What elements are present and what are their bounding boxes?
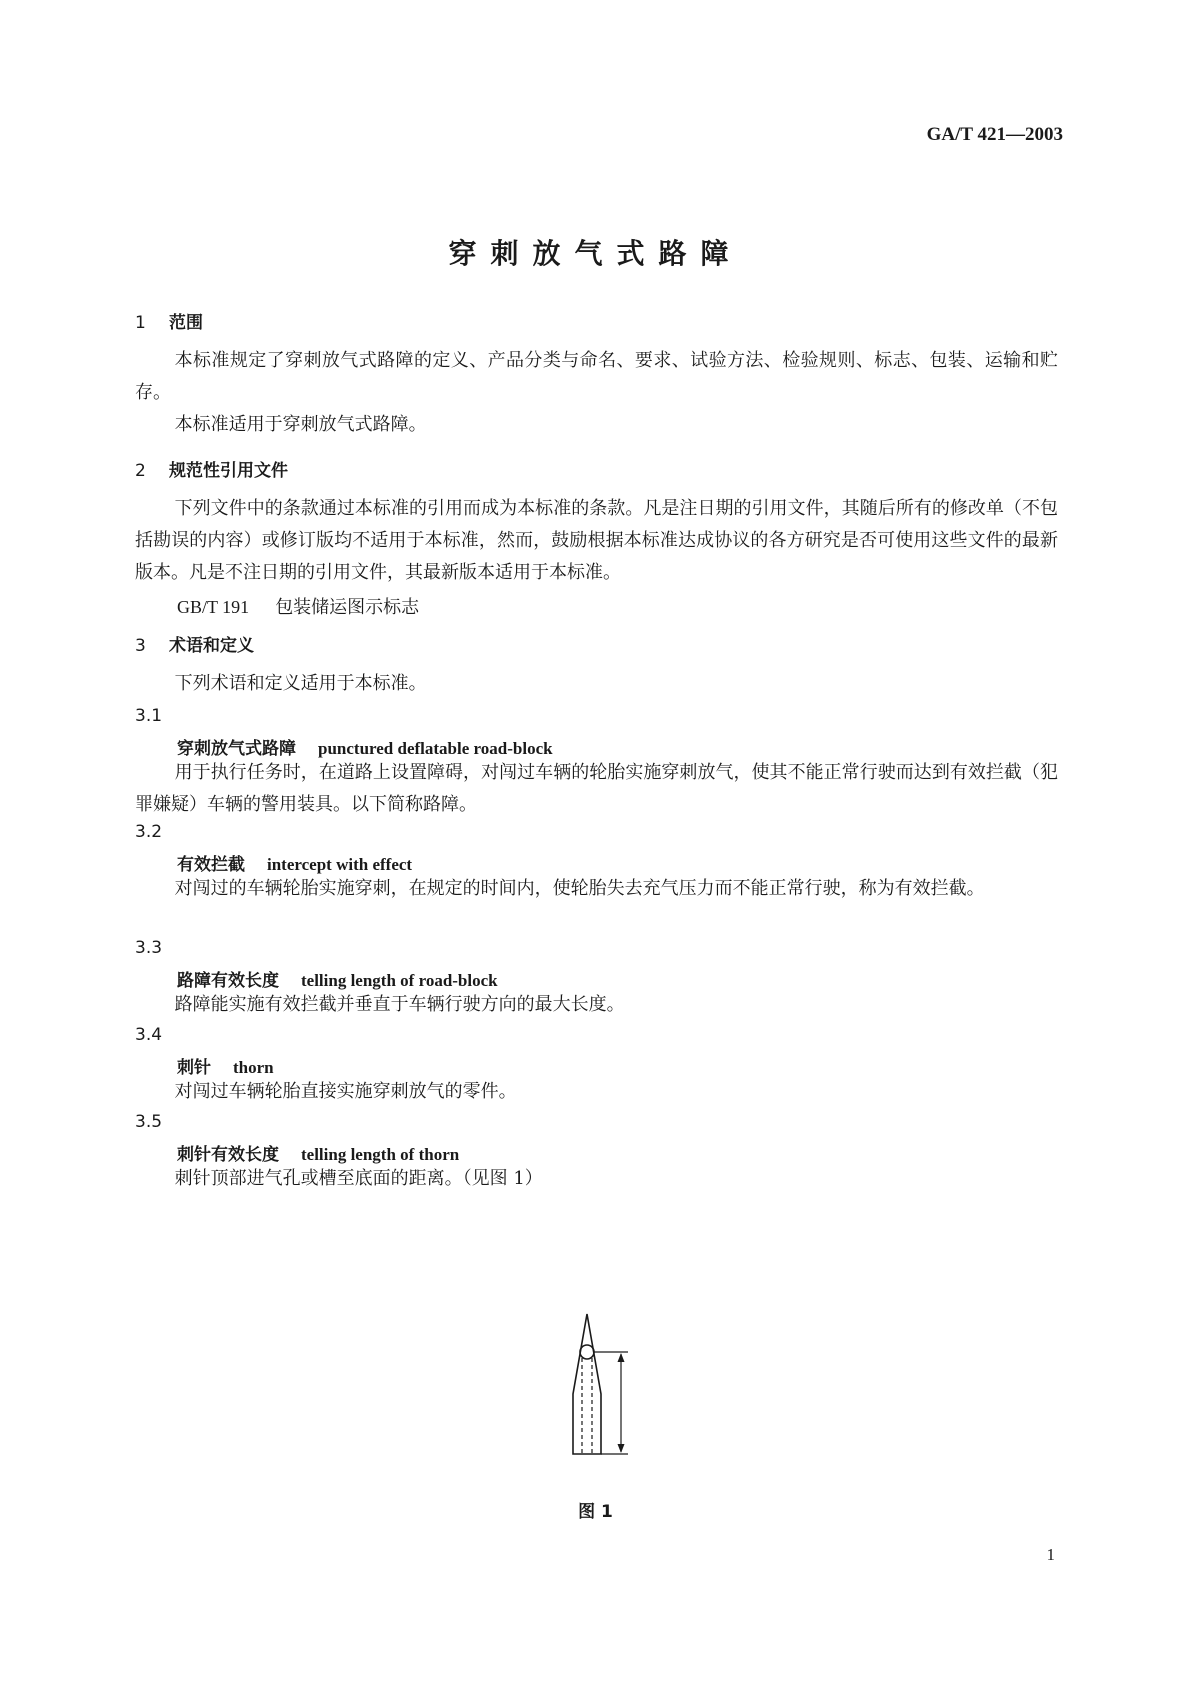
- document-title: 穿刺放气式路障: [448, 237, 743, 270]
- clause-number: 3.2: [135, 822, 163, 842]
- section-1-paragraph-1: 本标准规定了穿刺放气式路障的定义、产品分类与命名、要求、试验方法、检验规则、标志、包装、运输和贮存。: [135, 350, 1058, 403]
- term-zh: 刺针有效长度: [177, 1145, 279, 1165]
- air-inlet-hole: [580, 1345, 594, 1359]
- section-1-paragraph-2: 本标准适用于穿刺放气式路障。: [174, 414, 427, 435]
- term-zh: 路障有效长度: [177, 971, 279, 991]
- section-3-heading: [135, 631, 254, 656]
- term-en: intercept with effect: [267, 855, 413, 874]
- term-en: telling length of thorn: [301, 1145, 460, 1164]
- term-zh: 刺针: [177, 1058, 211, 1078]
- section-2-heading: [135, 456, 288, 481]
- clause-number: 3.3: [135, 938, 163, 958]
- term-definition: 对闯过车辆轮胎直接实施穿刺放气的零件。: [174, 1081, 517, 1102]
- term-definition: 路障能实施有效拦截并垂直于车辆行驶方向的最大长度。: [174, 994, 625, 1015]
- clause-number: 3.4: [135, 1025, 163, 1045]
- section-3-intro: 下列术语和定义适用于本标准。: [174, 673, 427, 694]
- reference-title: 包装储运图示标志: [275, 597, 420, 618]
- section-1-heading: [135, 308, 203, 333]
- term-title: [177, 966, 498, 991]
- section-2-paragraph-1: 下列文件中的条款通过本标准的引用而成为本标准的条款。凡是注日期的引用文件，其随后所有的修改单（不包括勘误的内容）或修订版均不适用于本标准，然而，鼓励根据本标准达成协议的各方研究是否可使用这些文件的最新版本。凡是不注日期的引用文件，其最新版本适用于本标准。: [135, 498, 1058, 583]
- section-title: 规范性引用文件: [169, 461, 288, 481]
- thorn-diagram: [560, 1310, 640, 1460]
- section-number: 2: [135, 461, 146, 481]
- normative-reference: [177, 593, 419, 619]
- reference-code: GB/T 191: [177, 597, 250, 617]
- clause-number: 3.5: [135, 1112, 163, 1132]
- term-title: [177, 1053, 274, 1078]
- dimension-arrow-bottom: [618, 1444, 625, 1453]
- term-title: [177, 1140, 459, 1165]
- term-en: punctured deflatable road-block: [318, 739, 553, 758]
- standard-number: GA/T 421—2003: [926, 124, 1063, 145]
- term-zh: 穿刺放气式路障: [177, 739, 296, 759]
- term-definition: 刺针顶部进气孔或槽至底面的距离。（见图 1）: [174, 1168, 543, 1189]
- section-number: 1: [135, 313, 146, 333]
- term-definition: 对闯过的车辆轮胎实施穿刺，在规定的时间内，使轮胎失去充气压力而不能正常行驶，称为有效拦截。: [174, 878, 985, 899]
- term-title: [177, 734, 553, 759]
- term-title: [177, 850, 412, 875]
- term-zh: 有效拦截: [177, 855, 245, 875]
- section-title: 范围: [169, 313, 203, 333]
- thorn-outline: [573, 1314, 601, 1454]
- dimension-arrow-top: [618, 1353, 625, 1362]
- clause-number: 3.1: [135, 706, 163, 726]
- section-number: 3: [135, 636, 146, 656]
- section-title: 术语和定义: [169, 636, 254, 656]
- figure-caption: 图 1: [578, 1502, 613, 1522]
- page-number: 1: [1046, 1545, 1055, 1564]
- term-definition: 用于执行任务时，在道路上设置障碍，对闯过车辆的轮胎实施穿刺放气，使其不能正常行驶而达到有效拦截（犯罪嫌疑）车辆的警用装具。以下简称路障。: [135, 762, 1058, 815]
- term-en: telling length of road-block: [301, 971, 498, 990]
- term-en: thorn: [233, 1058, 274, 1077]
